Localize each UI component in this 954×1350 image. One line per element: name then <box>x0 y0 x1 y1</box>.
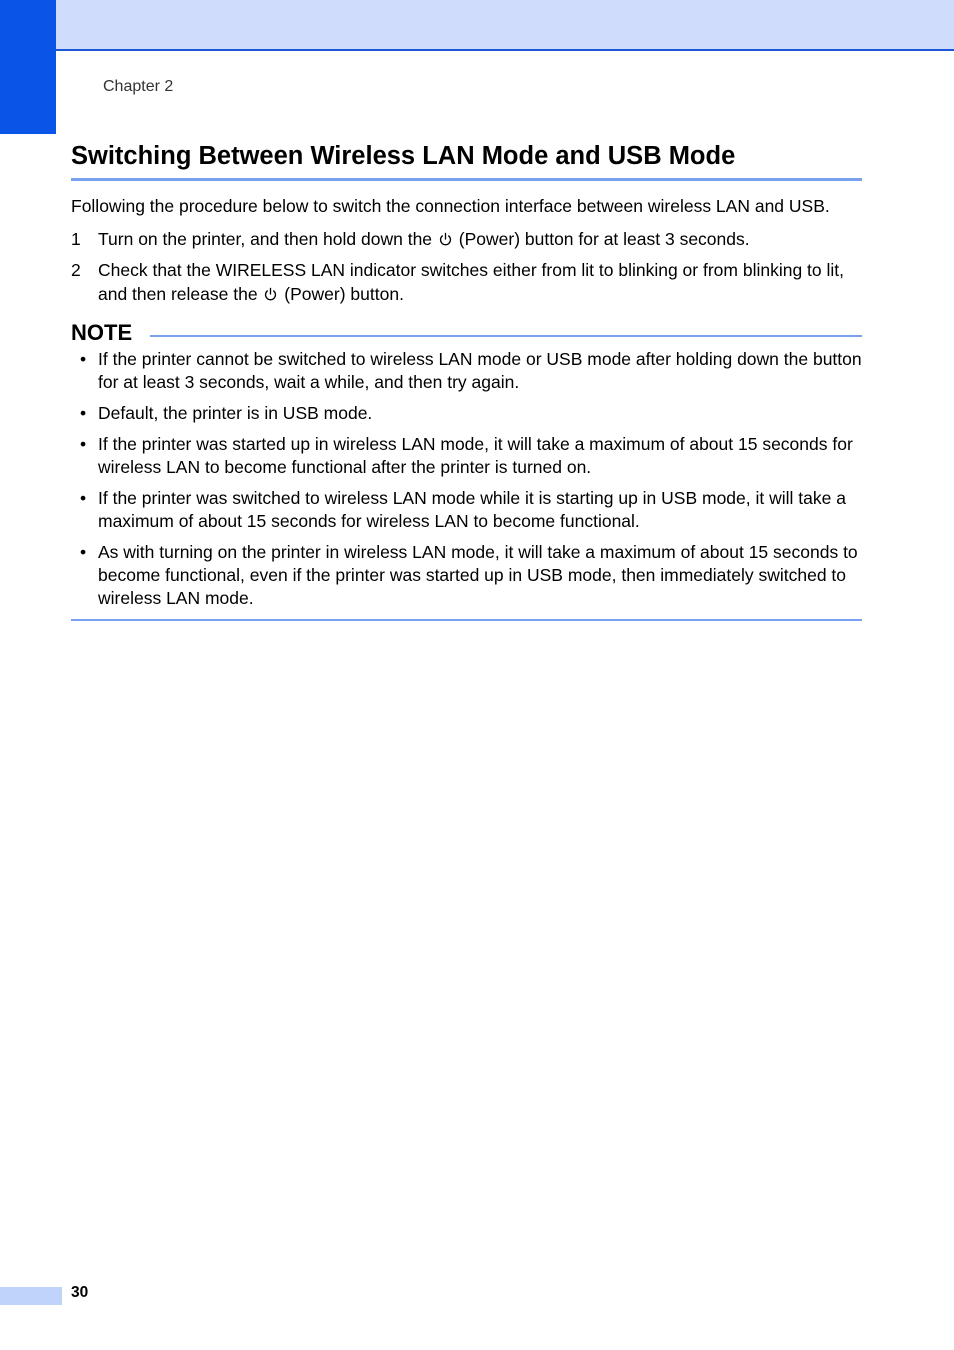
note-item: • If the printer cannot be switched to wireless LAN mode or USB mode after holding down the button for at least 3 seconds, wait a while, and then try again. <box>80 349 862 392</box>
bullet-icon: • <box>80 434 87 454</box>
footer-band <box>0 1287 62 1305</box>
bullet-icon: • <box>80 403 87 423</box>
bullet-icon: • <box>80 542 87 562</box>
step-text: Turn on the printer, and then hold down the (Power) button for at least 3 seconds. <box>98 229 750 249</box>
bullet-icon: • <box>80 349 87 369</box>
section-title: Switching Between Wireless LAN Mode and USB Mode <box>71 142 736 170</box>
note-item: • If the printer was switched to wireless LAN mode while it is starting up in USB mode, it will take a maximum of about 15 seconds for wireless LAN to become functional. <box>80 488 846 531</box>
step-number: 2 <box>71 260 81 280</box>
chapter-label: Chapter 2 <box>103 78 174 95</box>
step-text: Check that the WIRELESS LAN indicator switches either from lit to blinking or from blinking to lit, and then release the (Power) button. <box>98 260 844 304</box>
note-label: NOTE <box>71 320 133 345</box>
note-top-divider <box>150 335 862 337</box>
power-icon <box>438 232 453 247</box>
chapter-tab <box>0 0 56 134</box>
note-item: • As with turning on the printer in wireless LAN mode, it will take a maximum of about 15 seconds to become functional, even if the printer was started up in USB mode, then immediately switched to wireless LAN mode. <box>80 542 858 608</box>
note-bottom-divider <box>71 619 862 621</box>
note-list <box>71 348 871 618</box>
intro-paragraph: Following the procedure below to switch the connection interface between wireless LAN and USB. <box>71 196 830 216</box>
header-band <box>56 0 954 51</box>
title-divider <box>71 178 862 181</box>
power-icon <box>263 287 278 302</box>
note-item: • Default, the printer is in USB mode. <box>80 403 373 423</box>
bullet-icon: • <box>80 488 87 508</box>
page-number: 30 <box>71 1284 89 1301</box>
note-item: • If the printer was started up in wireless LAN mode, it will take a maximum of about 15 seconds for wireless LAN to become functional after the printer is turned on. <box>80 434 853 477</box>
step-number: 1 <box>71 229 81 249</box>
